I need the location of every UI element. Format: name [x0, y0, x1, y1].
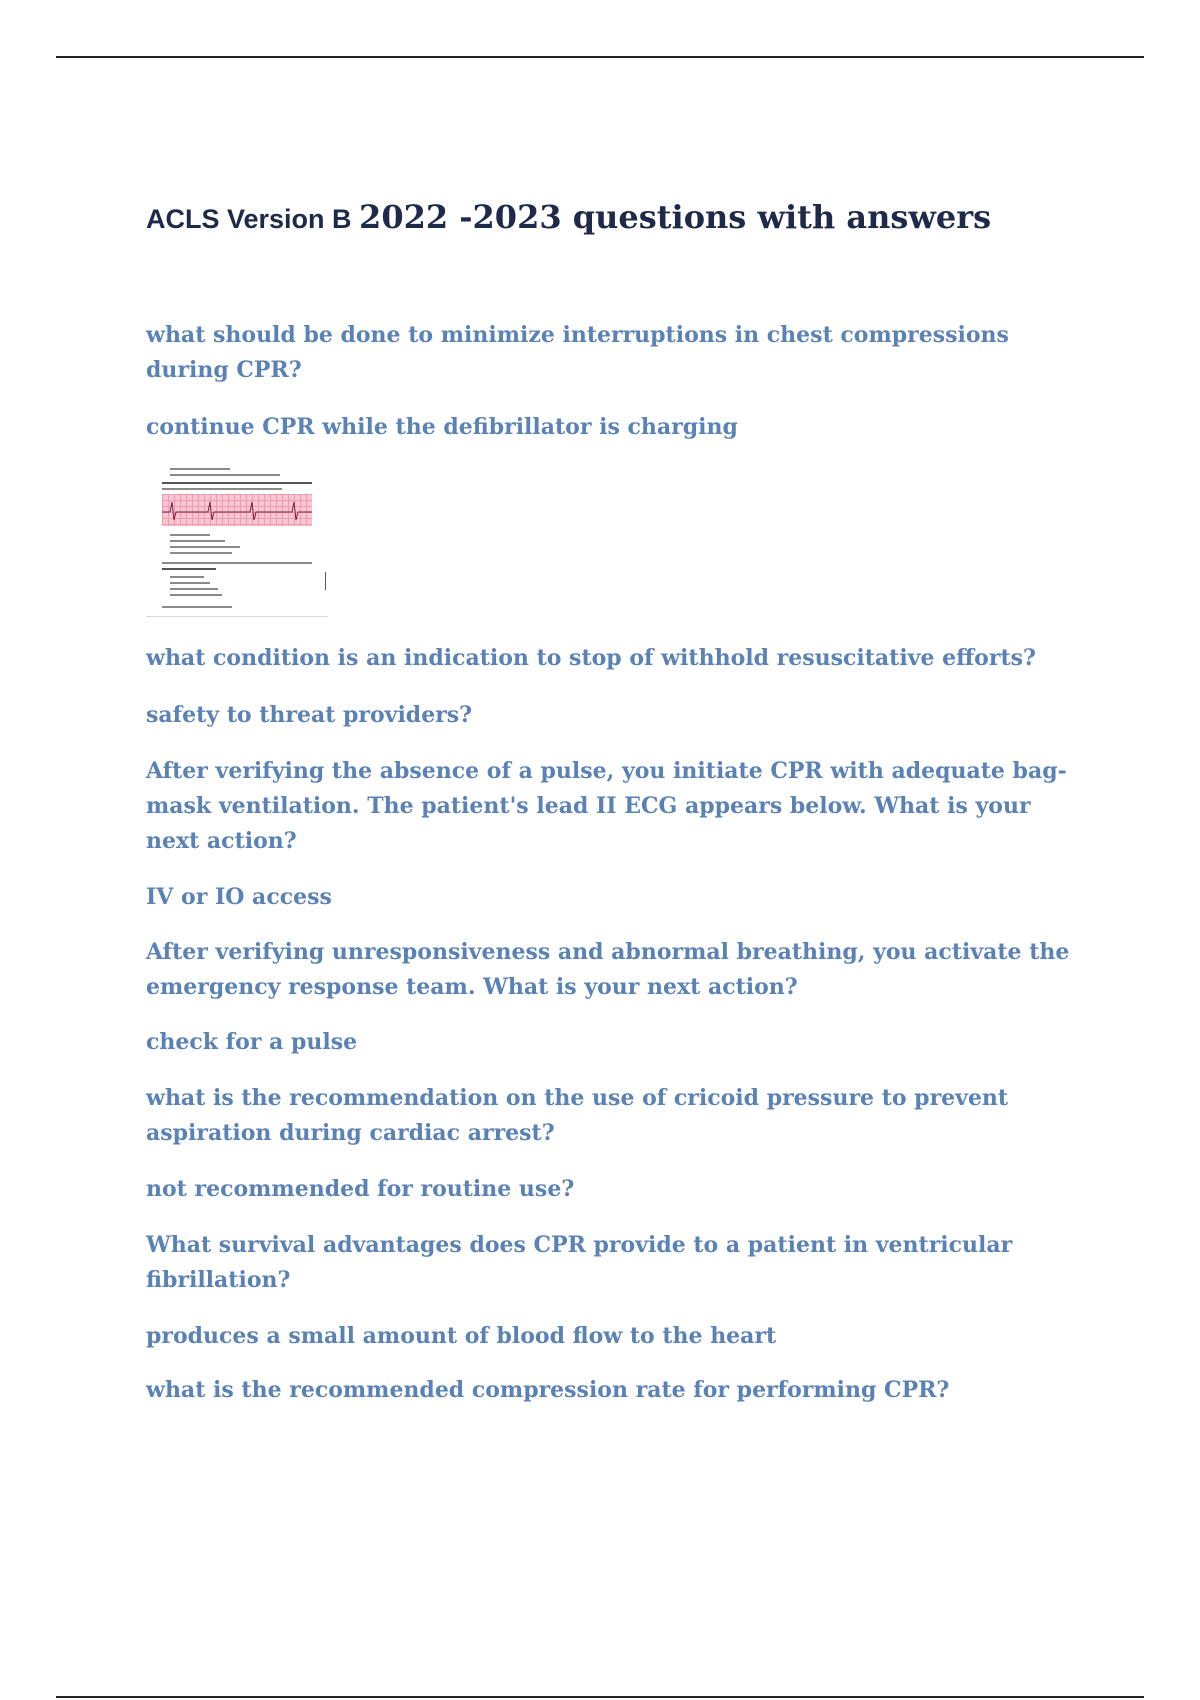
- answer-item: check for a pulse: [146, 1029, 358, 1055]
- ecg-strip-thumbnail: [146, 458, 328, 617]
- question-item: What survival advantages does CPR provide to a patient in ventricular fibrillation?: [146, 1232, 1013, 1293]
- document-title-main: 2022 -2023 questions with answers: [359, 198, 992, 236]
- question-item: what condition is an indication to stop of withhold resuscitative efforts?: [146, 645, 1036, 671]
- answer-item: continue CPR while the defibrillator is charging: [146, 414, 738, 440]
- ecg-waveform-icon: [162, 494, 312, 526]
- question-item: After verifying unresponsiveness and abnormal breathing, you activate the emergency response team. What is your next action?: [146, 939, 1070, 1000]
- question-item: what should be done to minimize interruptions in chest compressions during CPR?: [146, 322, 1009, 383]
- question-item: what is the recommendation on the use of cricoid pressure to prevent aspiration during cardiac arrest?: [146, 1085, 1009, 1146]
- bottom-rule: [56, 1696, 1144, 1698]
- answer-item: IV or IO access: [146, 884, 332, 910]
- answer-item: produces a small amount of blood flow to the heart: [146, 1323, 777, 1349]
- document-title-prefix: ACLS Version B: [146, 204, 360, 234]
- document-title: [146, 198, 991, 236]
- answer-item: safety to threat providers?: [146, 702, 473, 728]
- question-item: what is the recommended compression rate for performing CPR?: [146, 1377, 950, 1403]
- answer-item: not recommended for routine use?: [146, 1176, 575, 1202]
- top-rule: [56, 56, 1144, 58]
- question-item: After verifying the absence of a pulse, you initiate CPR with adequate bag-mask ventilation. The patient's lead II ECG appears below. What is your next action?: [146, 758, 1067, 854]
